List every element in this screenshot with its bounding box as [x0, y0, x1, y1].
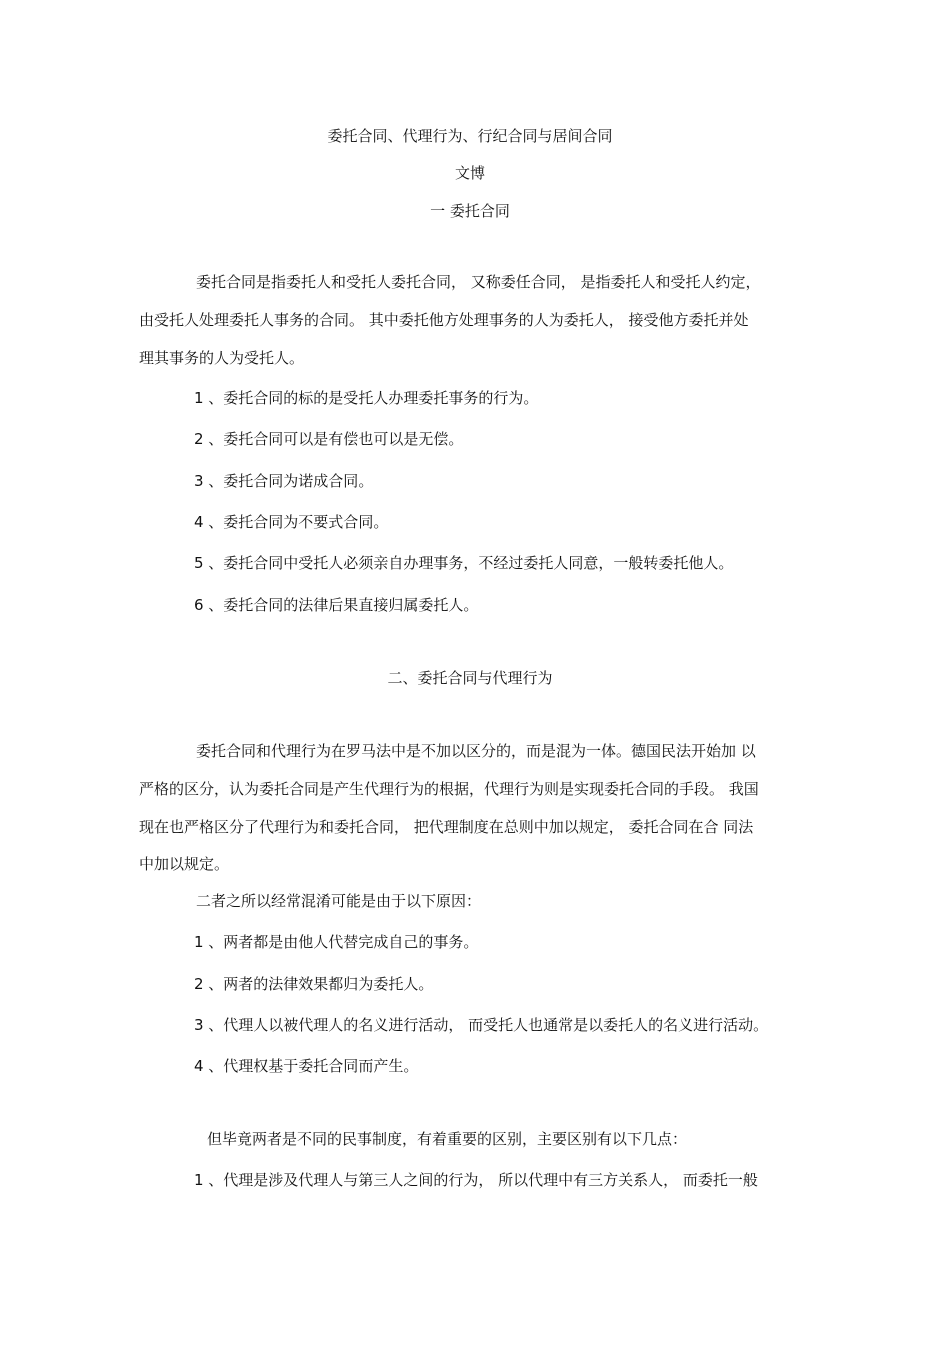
section2-reason: 2 、两者的法律效果都归为委托人。 [194, 975, 434, 993]
section1-item: 5 、委托合同中受托人必须亲自办理事务，不经过委托人同意，一般转委托他人。 [194, 554, 734, 572]
section2-reason: 1 、两者都是由他人代替完成自己的事务。 [194, 933, 479, 951]
section1-item: 3 、委托合同为诺成合同。 [194, 472, 374, 490]
section2-reason: 4 、代理权基于委托合同而产生。 [194, 1057, 419, 1075]
section2-diff-intro: 但毕竟两者是不同的民事制度，有着重要的区别，主要区别有以下几点： [207, 1130, 688, 1148]
section2-para-line: 现在也严格区分了代理行为和委托合同， 把代理制度在总则中加以规定， 委托合同在合 同法 [139, 818, 754, 836]
document-title: 委托合同、代理行为、行纪合同与居间合同 [327, 127, 613, 145]
section1-intro-line: 理其事务的人为受托人。 [139, 349, 305, 367]
section1-heading: 一 委托合同 [430, 202, 510, 220]
section1-item: 4 、委托合同为不要式合同。 [194, 513, 389, 531]
section2-para-line: 严格的区分，认为委托合同是产生代理行为的根据，代理行为则是实现委托合同的手段。 我国 [139, 780, 759, 798]
section1-item: 2 、委托合同可以是有偿也可以是无偿。 [194, 430, 464, 448]
section2-heading: 二、委托合同与代理行为 [387, 669, 553, 687]
section1-item: 6 、委托合同的法律后果直接归属委托人。 [194, 596, 479, 614]
section1-intro-line: 由受托人处理委托人事务的合同。 其中委托他方处理事务的人为委托人， 接受他方委托并处 [139, 311, 749, 329]
section1-intro-line: 委托合同是指委托人和受托人委托合同， 又称委任合同， 是指委托人和受托人约定， [196, 273, 761, 291]
section2-reason-intro: 二者之所以经常混淆可能是由于以下原因： [196, 892, 482, 910]
document-author: 文博 [454, 164, 485, 182]
section2-reason: 3 、代理人以被代理人的名义进行活动， 而受托人也通常是以委托人的名义进行活动。 [194, 1016, 769, 1034]
section2-para-line: 中加以规定。 [139, 855, 230, 873]
section2-diff: 1 、代理是涉及代理人与第三人之间的行为， 所以代理中有三方关系人， 而委托一般 [194, 1171, 758, 1189]
section2-para-line: 委托合同和代理行为在罗马法中是不加以区分的，而是混为一体。德国民法开始加 以 [196, 742, 756, 760]
section1-item: 1 、委托合同的标的是受托人办理委托事务的行为。 [194, 389, 539, 407]
